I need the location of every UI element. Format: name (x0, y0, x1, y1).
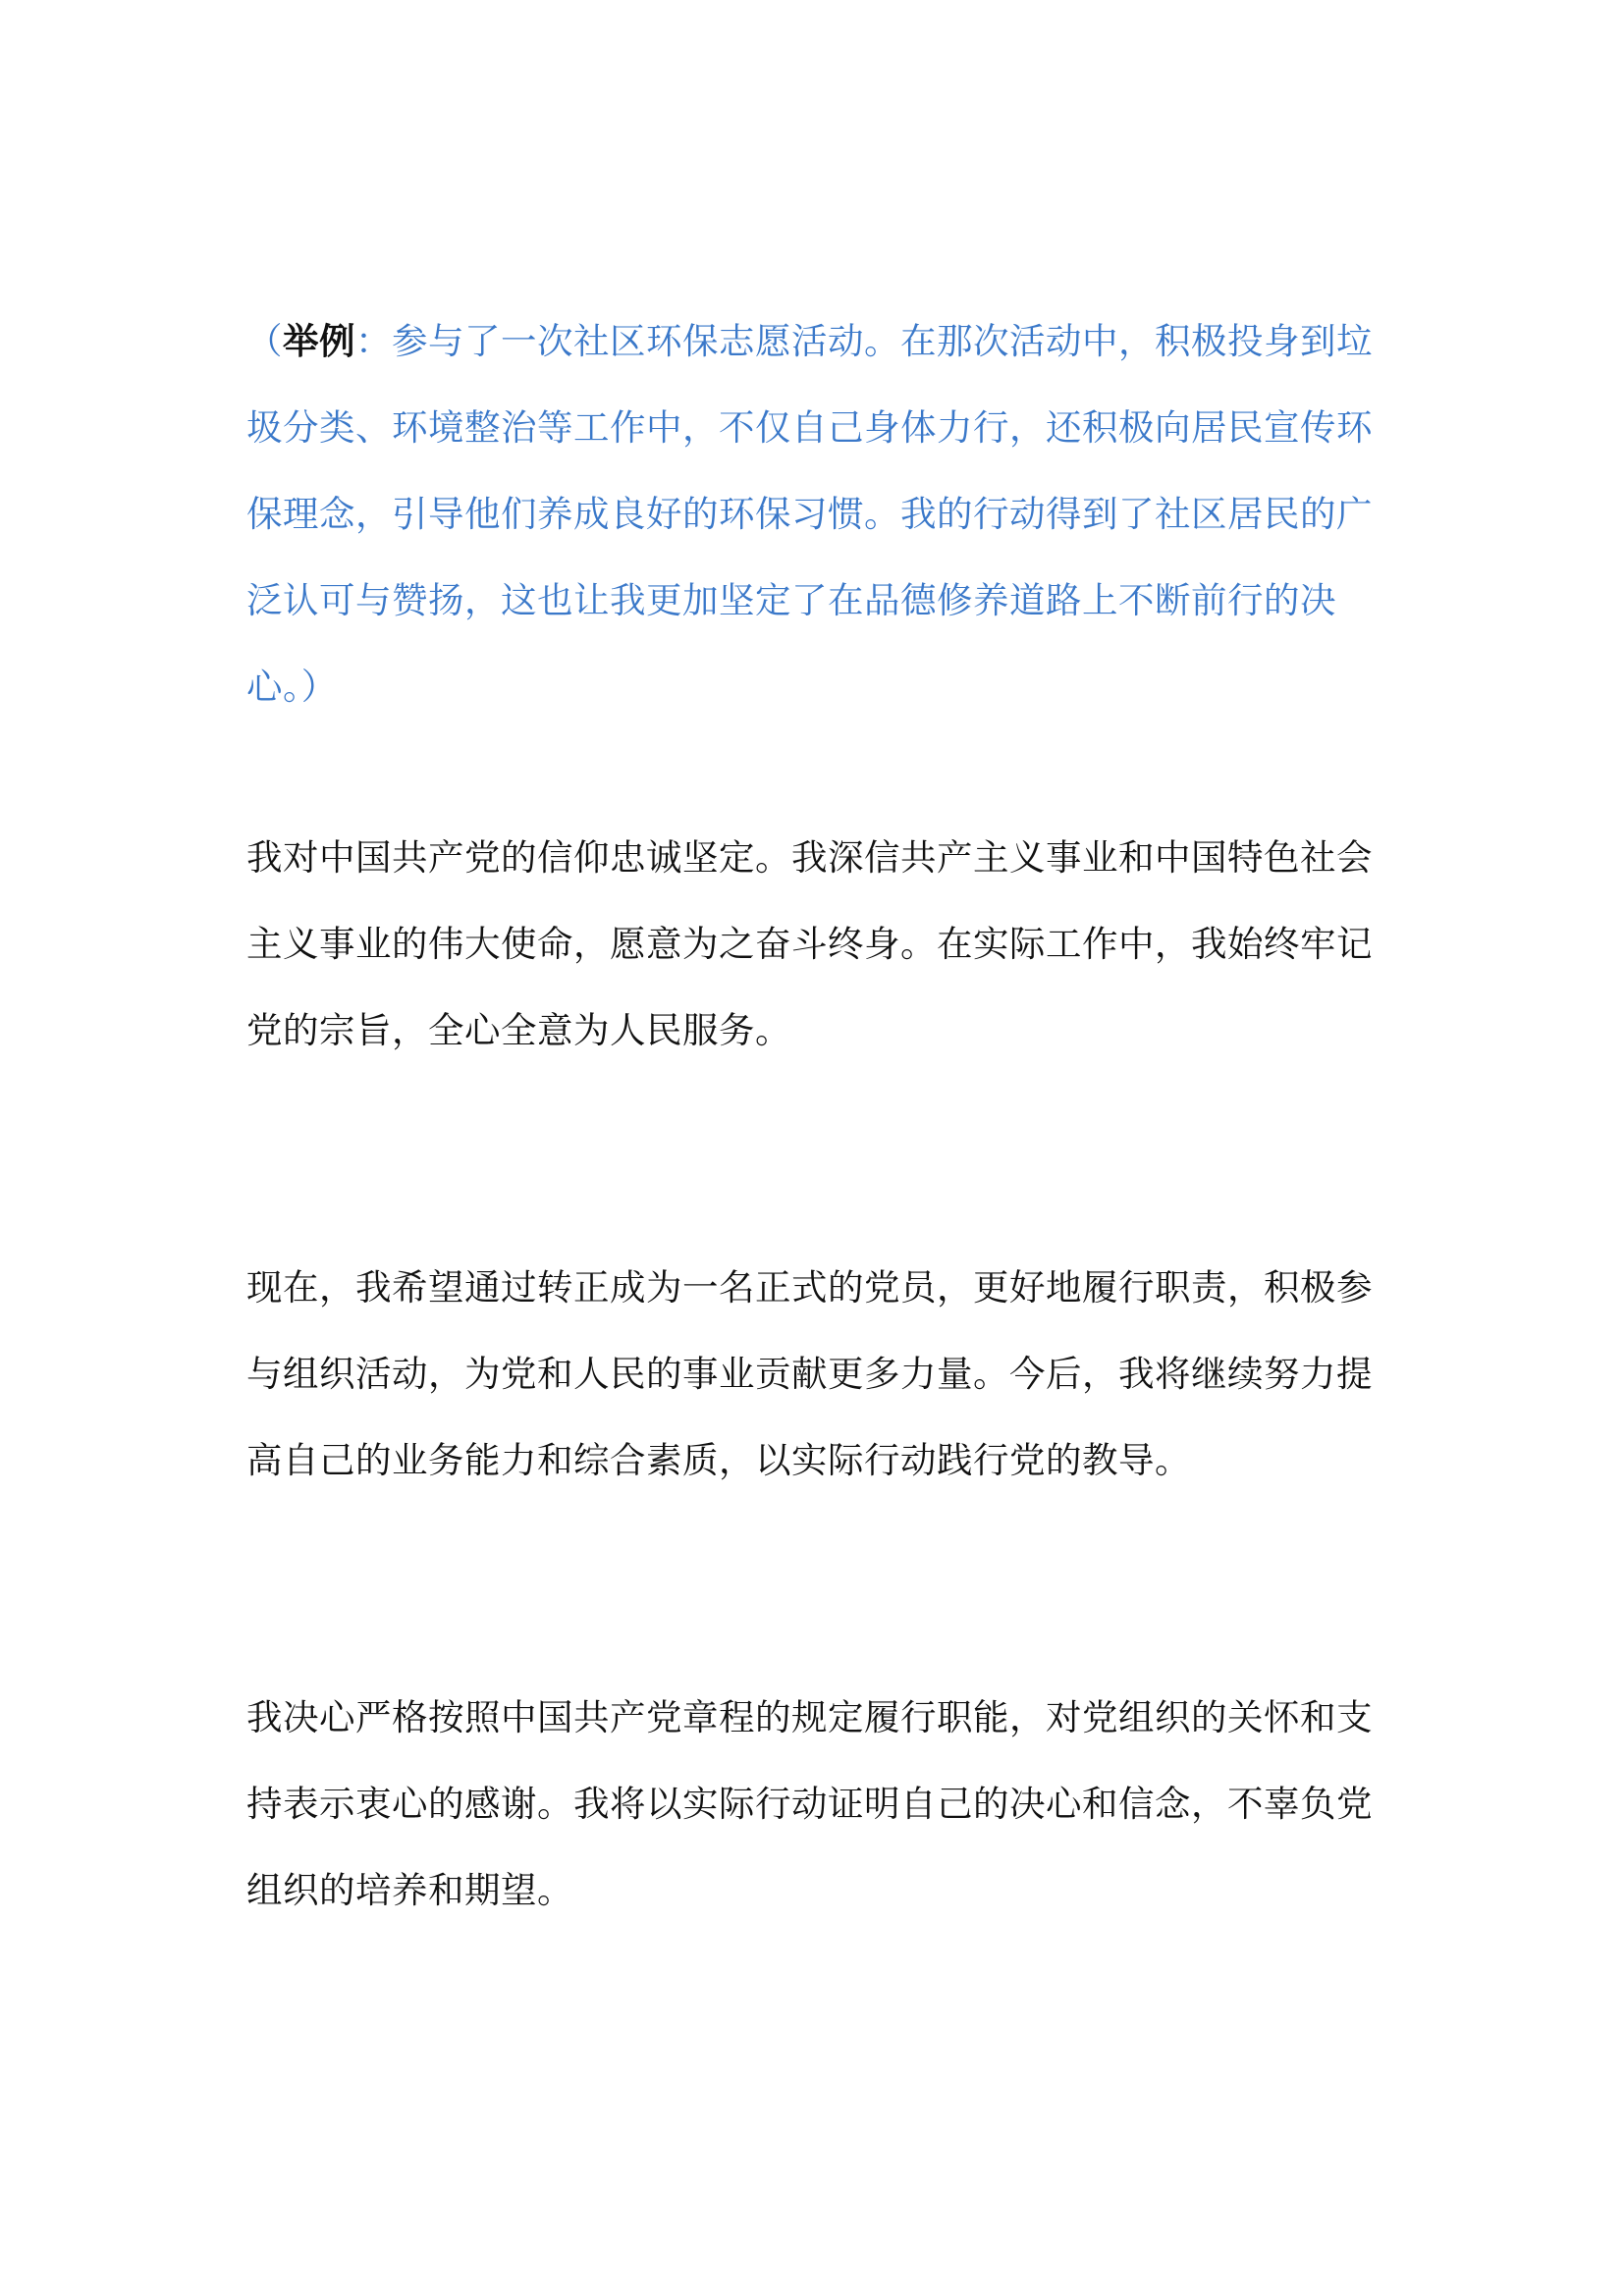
example-text: 参与了一次社区环保志愿活动。在那次活动中，积极投身到垃圾分类、环境整治等工作中，不仅自己身体力行，还积极向居民宣传环保理念，引导他们养成良好的环保习惯。我的行动得到了社区居民的广泛认可与赞扬，这也让我更加坚定了在品德修养道路上不断前行的决心。 (246, 320, 1373, 708)
hope-paragraph: 现在，我希望通过转正成为一名正式的党员，更好地履行职责，积极参与组织活动，为党和人民的事业贡献更多力量。今后，我将继续努力提高自己的业务能力和综合素质，以实际行动践行党的教导。 (246, 1266, 1373, 1481)
example-paragraph (246, 298, 1385, 730)
example-open-paren: （ (246, 320, 283, 362)
example-label: 举例 (283, 320, 355, 362)
example-close-paren: ） (300, 666, 338, 708)
example-colon: ： (355, 320, 392, 362)
faith-paragraph: 我对中国共产党的信仰忠诚坚定。我深信共产主义事业和中国特色社会主义事业的伟大使命，愿意为之奋斗终身。在实际工作中，我始终牢记党的宗旨，全心全意为人民服务。 (246, 836, 1373, 1051)
resolve-paragraph: 我决心严格按照中国共产党章程的规定履行职能，对党组织的关怀和支持表示衷心的感谢。我将以实际行动证明自己的决心和信念，不辜负党组织的培养和期望。 (246, 1696, 1373, 1911)
